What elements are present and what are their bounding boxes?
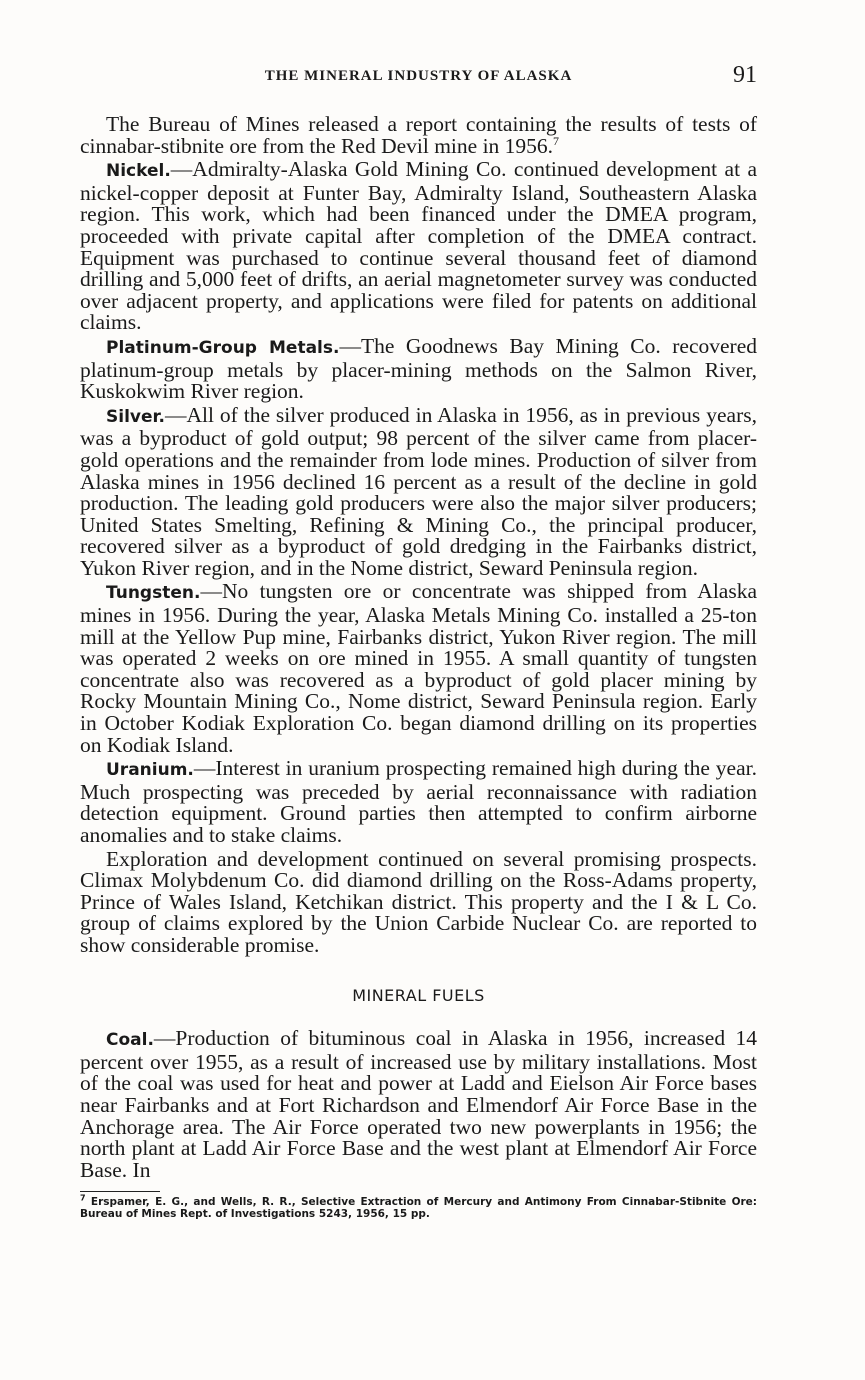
body-text: [80, 114, 757, 1181]
paragraph-text: The Bureau of Mines released a report containing the results of tests of cinnabar-stibnite ore from the Red Devil mine in 1956.: [80, 112, 757, 158]
paragraph-text: —Interest in uranium prospecting remained high during the year. Much prospecting was preceded by aerial reconnaissance with radiation detection equipment. Ground parties then attempted to confirm airborne anomalies and to stake claims.: [80, 756, 757, 847]
running-header: [80, 62, 757, 102]
page: [80, 62, 757, 1220]
paragraph-lead-platinum: Platinum-Group Metals.: [106, 337, 340, 358]
paragraph-silver: [80, 402, 757, 580]
footnote-text: Erspamer, E. G., and Wells, R. R., Selective Extraction of Mercury and Antimony From Cinnabar-Stibnite Ore: Bureau of Mines Rept. of Investigations 5243, 1956, 15 pp.: [80, 1196, 758, 1221]
paragraph-text: —Production of bituminous coal in Alaska in 1956, increased 14 percent over 1955, as a result of increased use by military installations. Most of the coal was used for heat and power at Ladd and Eielson Air Force bases near Fairbanks and at Fort Richardson and Elmendorf Air Force Base in the Anchorage area. The Air Force operated two new powerplants in 1956; the north plant at Ladd Air Force Base and the west plant at Elmendorf Air Force Base. In: [80, 1026, 757, 1182]
paragraph-lead-uranium: Uranium.: [106, 760, 194, 781]
paragraph-coal: [80, 1028, 757, 1181]
running-title: THE MINERAL INDUSTRY OF ALASKA: [264, 68, 573, 84]
paragraph-exploration: Exploration and development continued on several promising prospects. Climax Molybdenum Co. did diamond drilling on the Ross-Adams property, Prince of Wales Island, Ketchikan district. This property and the I & L Co. group of claims explored by the Union Carbide Nuclear Co. are reported to show considerable promise.: [80, 846, 757, 957]
paragraph-text: —All of the silver produced in Alaska in 1956, as in previous years, was a byproduct of gold output; 98 percent of the silver came from placer-gold operations and the remainder from lode mines. Production of silver from Alaska mines in 1956 declined 16 percent as a result of the decline in gold production. The leading gold producers were also the major silver producers; United States Smelting, Refining & Mining Co., the principal producer, recovered silver as a byproduct of gold dredging in the Fairbanks district, Yukon River region, and in the Nome district, Seward Peninsula region.: [80, 402, 757, 580]
paragraph-text: —No tungsten ore or concentrate was shipped from Alaska mines in 1956. During the year, Alaska Metals Mining Co. installed a 25-ton mill at the Yellow Pup mine, Fairbanks district, Yukon River region. The mill was operated 2 weeks on ore mined in 1955. A small quantity of tungsten concentrate also was recovered as a byproduct of gold placer mining by Rocky Mountain Mining Co., Nome district, Seward Peninsula region. Early in October Kodiak Exploration Co. began diamond drilling on its properties on Kodiak Island.: [80, 579, 757, 757]
footnote-divider: [80, 1191, 160, 1192]
paragraph-text: —Admiralty-Alaska Gold Mining Co. continued development at a nickel-copper deposit at Funter Bay, Admiralty Island, Southeastern Alaska region. This work, which had been financed under the DMEA program, proceeded with private capital after completion of the DMEA contract. Equipment was purchased to continue several thousand feet of diamond drilling and 5,000 feet of drifts, an aerial magnetometer survey was conducted over adjacent property, and applications were filed for patents on additional claims.: [80, 157, 757, 335]
footnote-mark: 7: [80, 1193, 86, 1203]
paragraph-text: —The Goodnews Bay Mining Co. recovered platinum-group metals by placer-mining methods on the Salmon River, Kuskokwim River region.: [80, 333, 757, 404]
paragraph-lead-tungsten: Tungsten.: [106, 583, 201, 604]
section-heading-mineral-fuels: MINERAL FUELS: [352, 985, 485, 1005]
paragraph-platinum: [80, 333, 757, 404]
paragraph-tungsten: [80, 581, 757, 756]
page-number: 91: [733, 62, 757, 88]
paragraph-uranium: [80, 758, 757, 846]
paragraph-lead-coal: Coal.: [106, 1030, 154, 1051]
paragraph-bureau-report: [80, 114, 757, 157]
footnote-reference: 7: [553, 133, 560, 148]
paragraph-lead-silver: Silver.: [106, 406, 165, 427]
footnote: [80, 1193, 758, 1221]
paragraph-nickel: [80, 159, 757, 334]
paragraph-lead-nickel: Nickel.: [106, 161, 171, 182]
